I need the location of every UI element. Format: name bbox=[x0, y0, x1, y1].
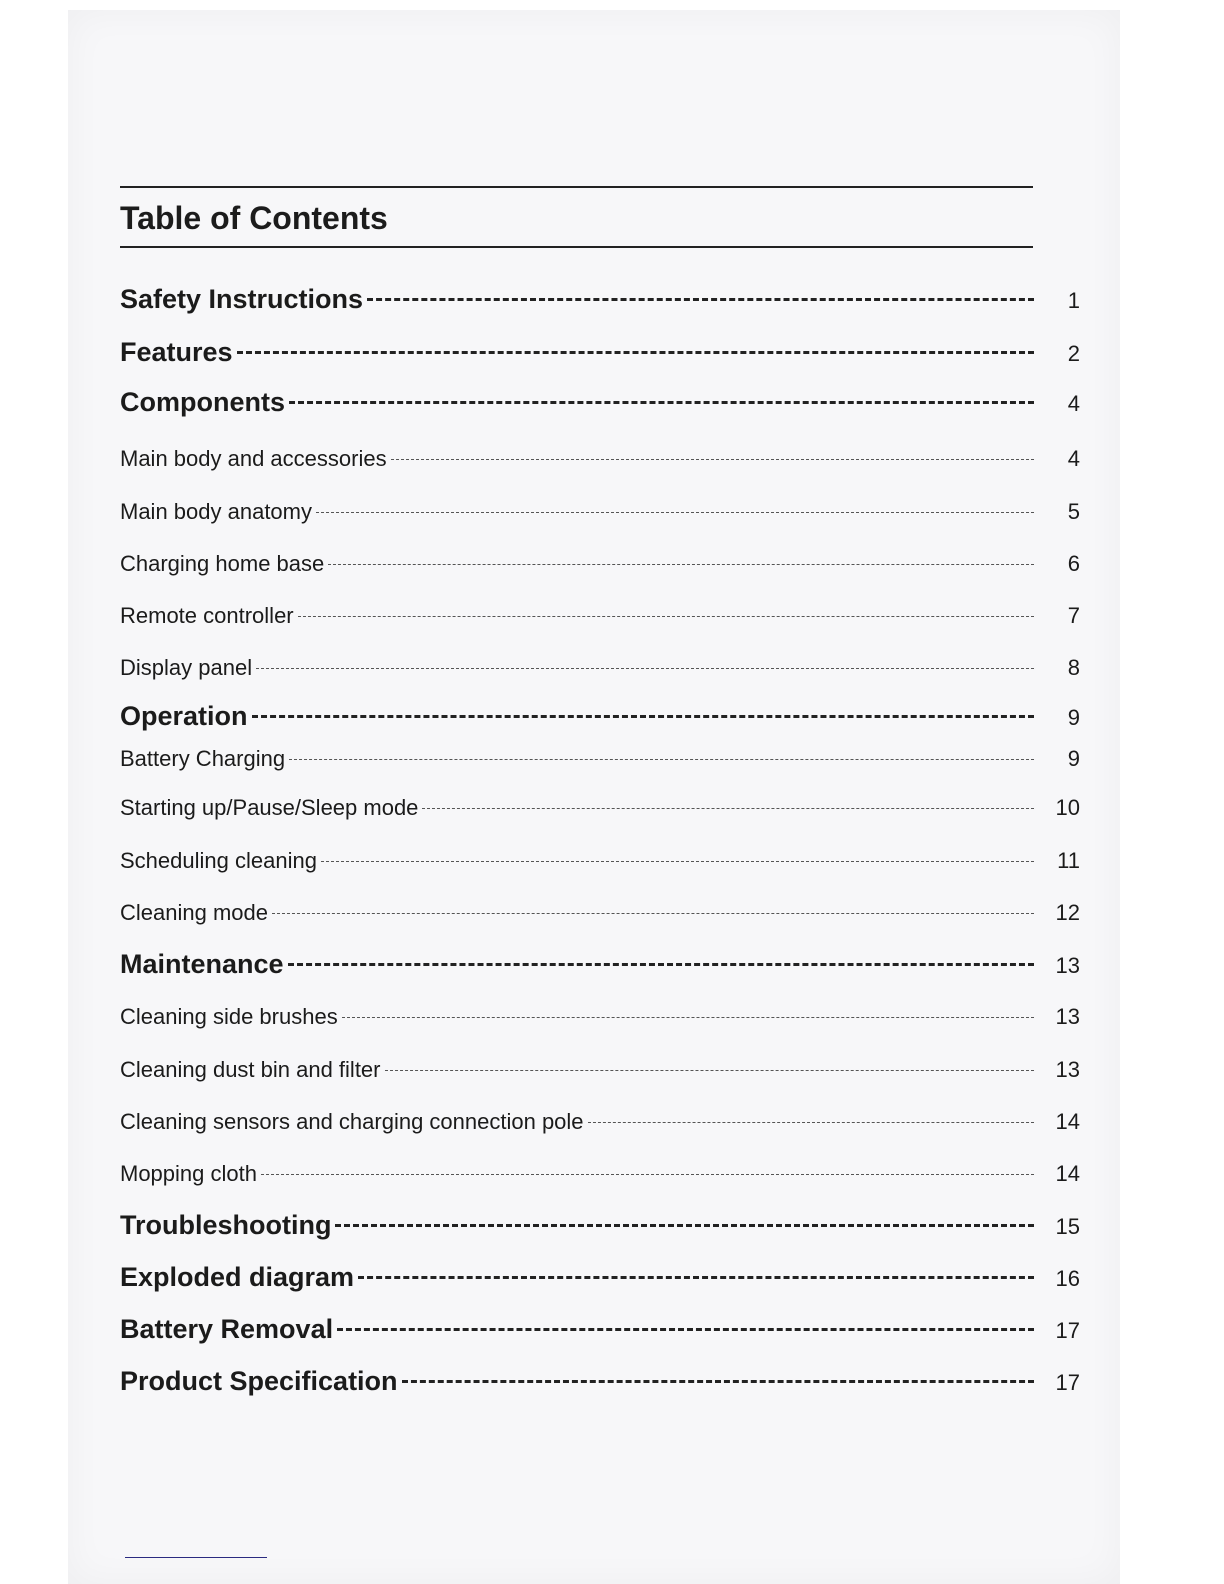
toc-entry-label: Main body anatomy bbox=[120, 499, 312, 524]
toc-entry-cleaning-side-brushes[interactable] bbox=[120, 1004, 1080, 1030]
toc-dot-leader bbox=[358, 1276, 1034, 1279]
toc-dot-leader bbox=[288, 963, 1034, 966]
toc-entry-label: Cleaning side brushes bbox=[120, 1004, 338, 1029]
toc-page-number: 13 bbox=[1055, 953, 1080, 978]
toc-entry-components[interactable] bbox=[120, 387, 1080, 418]
title-bottom-rule bbox=[120, 246, 1033, 248]
toc-page-number: 2 bbox=[1067, 341, 1080, 366]
toc-page-number: 10 bbox=[1055, 795, 1080, 820]
toc-entry-label: Features bbox=[120, 337, 233, 367]
toc-page-number: 5 bbox=[1067, 499, 1080, 524]
toc-page-number: 17 bbox=[1055, 1370, 1080, 1395]
toc-entry-mopping-cloth[interactable] bbox=[120, 1161, 1080, 1187]
toc-entry-label: Starting up/Pause/Sleep mode bbox=[120, 795, 419, 820]
toc-page-number: 14 bbox=[1055, 1109, 1080, 1134]
toc-entry-exploded-diagram[interactable] bbox=[120, 1262, 1080, 1293]
toc-entry-cleaning-dust-bin-and-filter[interactable] bbox=[120, 1057, 1080, 1083]
toc-entry-label: Cleaning mode bbox=[120, 900, 268, 925]
toc-entry-starting-up-pause-sleep[interactable] bbox=[120, 795, 1080, 821]
toc-page-number: 13 bbox=[1055, 1057, 1080, 1082]
toc-page-number: 15 bbox=[1055, 1214, 1080, 1239]
toc-dot-leader bbox=[422, 808, 1034, 809]
toc-page-number: 9 bbox=[1067, 705, 1080, 730]
toc-dot-leader bbox=[298, 616, 1034, 617]
toc-entry-label: Product Specification bbox=[120, 1366, 398, 1396]
toc-entry-product-specification[interactable] bbox=[120, 1366, 1080, 1397]
toc-entry-main-body-and-accessories[interactable] bbox=[120, 446, 1080, 472]
toc-entry-safety-instructions[interactable] bbox=[120, 284, 1080, 315]
toc-page-number: 11 bbox=[1057, 848, 1080, 873]
toc-entry-label: Components bbox=[120, 387, 285, 417]
toc-page-number: 16 bbox=[1055, 1266, 1080, 1291]
toc-entry-battery-charging[interactable] bbox=[120, 746, 1080, 772]
toc-entry-label: Maintenance bbox=[120, 949, 284, 979]
toc-page-number: 4 bbox=[1067, 391, 1080, 416]
toc-entry-operation[interactable] bbox=[120, 701, 1080, 732]
toc-page-number: 7 bbox=[1067, 603, 1080, 628]
toc-dot-leader bbox=[367, 298, 1034, 301]
toc-entry-label: Operation bbox=[120, 701, 248, 731]
toc-entry-label: Main body and accessories bbox=[120, 446, 387, 471]
page-title: Table of Contents bbox=[120, 200, 388, 236]
toc-entry-maintenance[interactable] bbox=[120, 949, 1080, 980]
toc-dot-leader bbox=[237, 351, 1034, 354]
toc-entry-main-body-anatomy[interactable] bbox=[120, 499, 1080, 525]
toc-entry-label: Remote controller bbox=[120, 603, 294, 628]
toc-page-number: 14 bbox=[1055, 1161, 1080, 1186]
toc-dot-leader bbox=[272, 913, 1034, 914]
toc-page-number: 8 bbox=[1067, 655, 1080, 680]
toc-page-number: 17 bbox=[1055, 1318, 1080, 1343]
toc-dot-leader bbox=[289, 759, 1034, 760]
toc-dot-leader bbox=[316, 512, 1034, 513]
toc-entry-label: Mopping cloth bbox=[120, 1161, 257, 1186]
toc-dot-leader bbox=[321, 861, 1034, 862]
toc-entry-battery-removal[interactable] bbox=[120, 1314, 1080, 1345]
toc-entry-label: Scheduling cleaning bbox=[120, 848, 317, 873]
toc-entry-label: Safety Instructions bbox=[120, 284, 364, 314]
toc-entry-scheduling-cleaning[interactable] bbox=[120, 848, 1080, 874]
toc-dot-leader bbox=[385, 1070, 1035, 1071]
toc-entry-label: Cleaning dust bin and filter bbox=[120, 1057, 381, 1082]
toc-dot-leader bbox=[391, 459, 1034, 460]
toc-page-number: 9 bbox=[1067, 746, 1080, 771]
toc-page-number: 6 bbox=[1067, 551, 1080, 576]
toc-entry-remote-controller[interactable] bbox=[120, 603, 1080, 629]
toc-entry-label: Battery Removal bbox=[120, 1314, 334, 1344]
toc-entry-cleaning-mode[interactable] bbox=[120, 900, 1080, 926]
toc-dot-leader bbox=[328, 564, 1034, 565]
toc-dot-leader bbox=[256, 668, 1034, 669]
toc-entry-label: Charging home base bbox=[120, 551, 325, 576]
toc-entry-label: Exploded diagram bbox=[120, 1262, 355, 1292]
footer-rule bbox=[125, 1557, 267, 1558]
toc-entry-label: Cleaning sensors and charging connection pole bbox=[120, 1109, 584, 1134]
toc-entry-display-panel[interactable] bbox=[120, 655, 1080, 681]
toc-page-number: 4 bbox=[1067, 446, 1080, 471]
toc-dot-leader bbox=[588, 1122, 1034, 1123]
toc-dot-leader bbox=[342, 1017, 1034, 1018]
toc-entry-features[interactable] bbox=[120, 337, 1080, 368]
toc-entry-label: Troubleshooting bbox=[120, 1210, 332, 1240]
toc-entry-charging-home-base[interactable] bbox=[120, 551, 1080, 577]
toc-page-number: 12 bbox=[1055, 900, 1080, 925]
toc-dot-leader bbox=[335, 1224, 1034, 1227]
toc-entry-troubleshooting[interactable] bbox=[120, 1210, 1080, 1241]
toc-dot-leader bbox=[261, 1174, 1034, 1175]
toc-entry-cleaning-sensors[interactable] bbox=[120, 1109, 1080, 1135]
toc-page-number: 1 bbox=[1067, 288, 1080, 313]
title-top-rule bbox=[120, 186, 1033, 188]
toc-dot-leader bbox=[289, 401, 1034, 404]
toc-dot-leader bbox=[252, 715, 1034, 718]
toc-entry-label: Battery Charging bbox=[120, 746, 286, 771]
toc-dot-leader bbox=[402, 1380, 1034, 1383]
toc-entry-label: Display panel bbox=[120, 655, 253, 680]
toc-page-number: 13 bbox=[1055, 1004, 1080, 1029]
toc-dot-leader bbox=[337, 1328, 1034, 1331]
